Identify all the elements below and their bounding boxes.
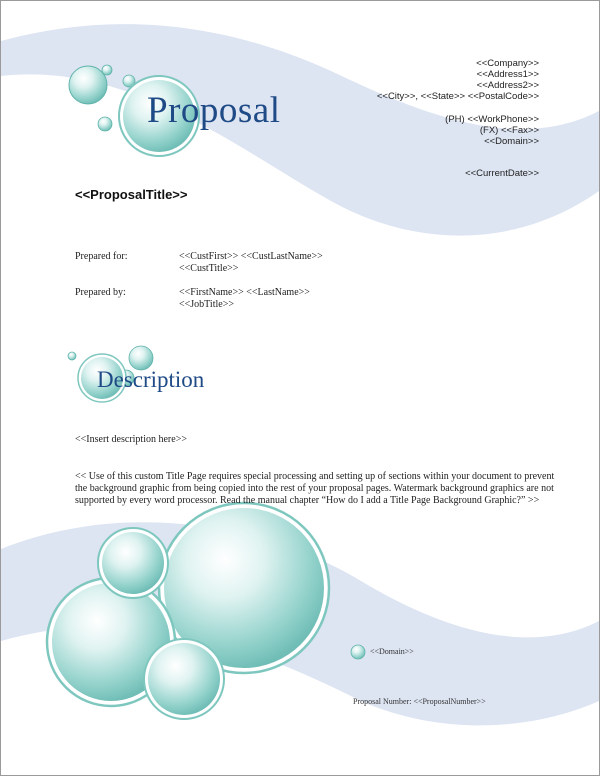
footer-domain: <<Domain>> xyxy=(370,647,414,656)
prepared-by-name: <<FirstName>> <<LastName>> xyxy=(179,287,310,298)
proposal-title: <<ProposalTitle>> xyxy=(75,187,188,202)
prepared-by-title: <<JobTitle>> xyxy=(179,299,234,310)
address1-field: <<Address1>> xyxy=(476,69,539,80)
domain-field: <<Domain>> xyxy=(484,136,539,147)
prepared-for-name: <<CustFirst>> <<CustLastName>> xyxy=(179,251,323,262)
work-phone-field: (PH) <<WorkPhone>> xyxy=(445,114,539,125)
proposal-number: Proposal Number: <<ProposalNumber>> xyxy=(353,697,486,706)
company-field: <<Company>> xyxy=(476,58,539,69)
proposal-heading: Proposal xyxy=(147,90,281,131)
prepared-for-label: Prepared for: xyxy=(75,251,128,262)
fax-field: (FX) <<Fax>> xyxy=(479,125,539,136)
prepared-for-title: <<CustTitle>> xyxy=(179,263,239,274)
prepared-by-label: Prepared by: xyxy=(75,287,126,298)
description-note: << Use of this custom Title Page requires special processing and setting up of sections within your document to prevent the background graphic from being copied into the rest of your proposal pages. Watermark background graphics are not supported by every word processor. Read the manual chapter “How do I add a Title Page Background Graphic?” >> xyxy=(75,471,555,506)
description-heading: Description xyxy=(97,367,205,392)
city-state-postal-field: <<City>>, <<State>> <<PostalCode>> xyxy=(376,91,539,102)
current-date-field: <<CurrentDate>> xyxy=(465,168,539,179)
address2-field: <<Address2>> xyxy=(476,80,539,91)
description-placeholder: <<Insert description here>> xyxy=(75,434,187,445)
